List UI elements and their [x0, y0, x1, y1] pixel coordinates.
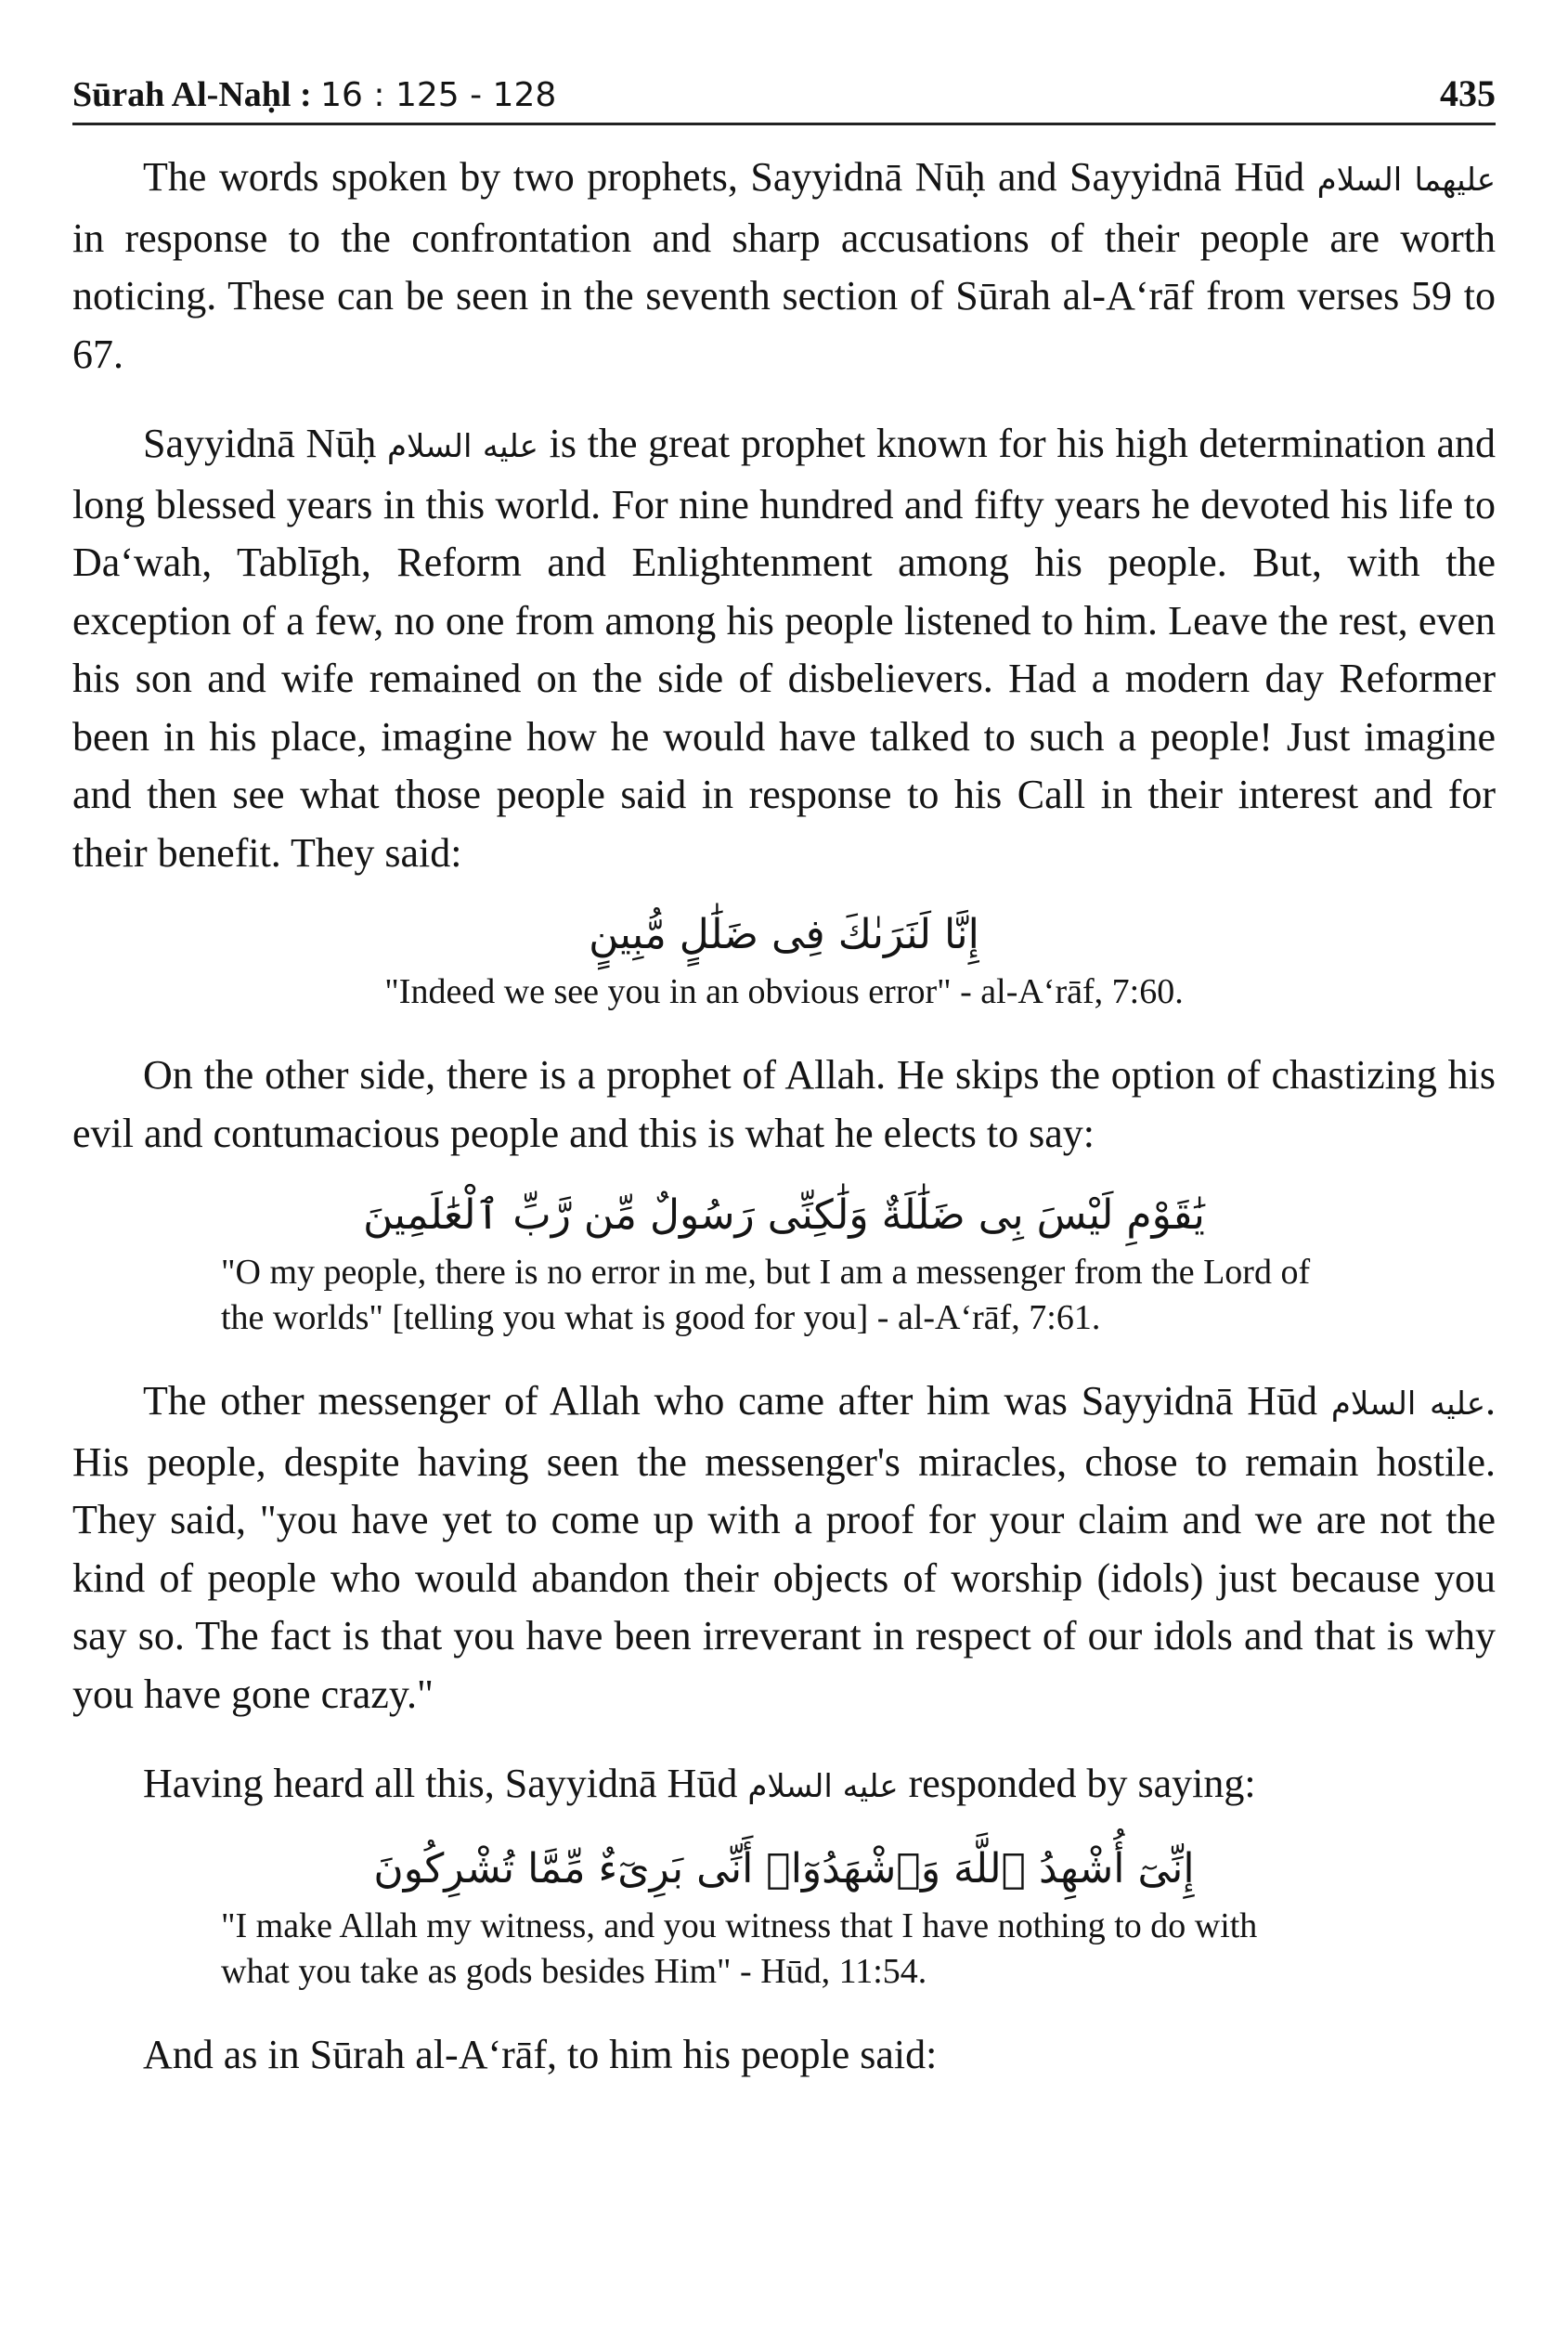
- page-number: 435: [1440, 72, 1496, 114]
- verse-1-arabic: إِنَّا لَنَرَىٰكَ فِى ضَلَٰلٍ مُّبِينٍ: [589, 911, 979, 958]
- verse-3-arabic: إِنِّىٓ أُشْهِدُ ٱللَّهَ وَٱشْهَدُوٓا۟ أَنِّى بَرِىٓءٌ مِّمَّا تُشْرِكُونَ: [373, 1844, 1195, 1892]
- verse-2-translation: "O my people, there is no error in me, but I am a messenger from the Lord of the worlds" [telling you what is good for you] - al-A‘rāf, 7:61.: [221, 1253, 1311, 1337]
- paragraph-1-text-a: The words spoken by two prophets, Sayyidnā Nūḥ and Sayyidnā Hūd: [143, 154, 1317, 200]
- page-content: [72, 149, 1496, 2115]
- verse-range: 16 : 125 - 128: [320, 76, 557, 114]
- verse-3-translation: "I make Allah my witness, and you witness that I have nothing to do with what you take as gods besides Him" - Hūd, 11:54.: [221, 1905, 1258, 1991]
- running-header: [72, 58, 1496, 125]
- paragraph-5-text-b: responded by saying:: [898, 1761, 1256, 1806]
- paragraph-4: [72, 1372, 1496, 1723]
- paragraph-4-text-a: The other messenger of Allah who came after him was Sayyidnā Hūd: [143, 1378, 1331, 1424]
- verse-1-translation: "Indeed we see you in an obvious error" - al-A‘rāf, 7:60.: [384, 972, 1184, 1011]
- paragraph-1-text-b: in response to the confrontation and sharp accusations of their people are worth noticing. These can be seen in the seventh section of Sūrah al-A‘rāf from verses 59 to 67.: [72, 215, 1496, 377]
- salutation-both: علیهما السلام: [1316, 162, 1496, 199]
- verse-2-arabic: يَٰقَوْمِ لَيْسَ بِى ضَلَٰلَةٌ وَلَٰكِنِّى رَسُولٌ مِّن رَّبِّ ٱلْعَٰلَمِينَ: [363, 1191, 1205, 1239]
- surah-name: Sūrah Al-Naḥl :: [72, 75, 312, 114]
- paragraph-2: [72, 415, 1496, 882]
- paragraph-1: [72, 149, 1496, 384]
- paragraph-6: And as in Sūrah al-A‘rāf, to him his people said:: [143, 2031, 938, 2077]
- paragraph-5-text-a: Having heard all this, Sayyidnā Hūd: [143, 1761, 748, 1806]
- salutation-hud: عليه السلام: [1330, 1385, 1485, 1423]
- paragraph-2-text-a: Sayyidnā Nūḥ: [143, 421, 387, 466]
- header-title: [72, 74, 556, 115]
- paragraph-2-text-b: is the great prophet known for his high determination and long blessed years in this world. For nine hundred and fifty years he devoted his life to Da‘wah, Tablīgh, Reform and Enlightenment among his people. But, with the exception of a few, no one from among his people listened to him. Leave the rest, even his son and wife remained on the side of disbelievers. Had a modern day Reformer been in his place, imagine how he would have talked to such a people! Just imagine and then see what those people said in response to his Call in their interest and for their benefit. They said:: [72, 421, 1496, 876]
- paragraph-3: On the other side, there is a prophet of Allah. He skips the option of chastizing his evil and contumacious people and this is what he elects to say:: [72, 1052, 1496, 1156]
- salutation-nuh: عليه السلام: [386, 428, 538, 465]
- paragraph-4-text-b: . His people, despite having seen the messenger's miracles, chose to remain hostile. They said, "you have yet to come up with a proof for your claim and we are not the kind of people who would abandon their objects of worship (idols) just because you say so. The fact is that you have been irreverant in respect of our idols and that is why you have gone crazy.": [72, 1378, 1496, 1717]
- paragraph-5: [72, 1755, 1496, 1816]
- salutation-hud-2: عليه السلام: [747, 1768, 899, 1805]
